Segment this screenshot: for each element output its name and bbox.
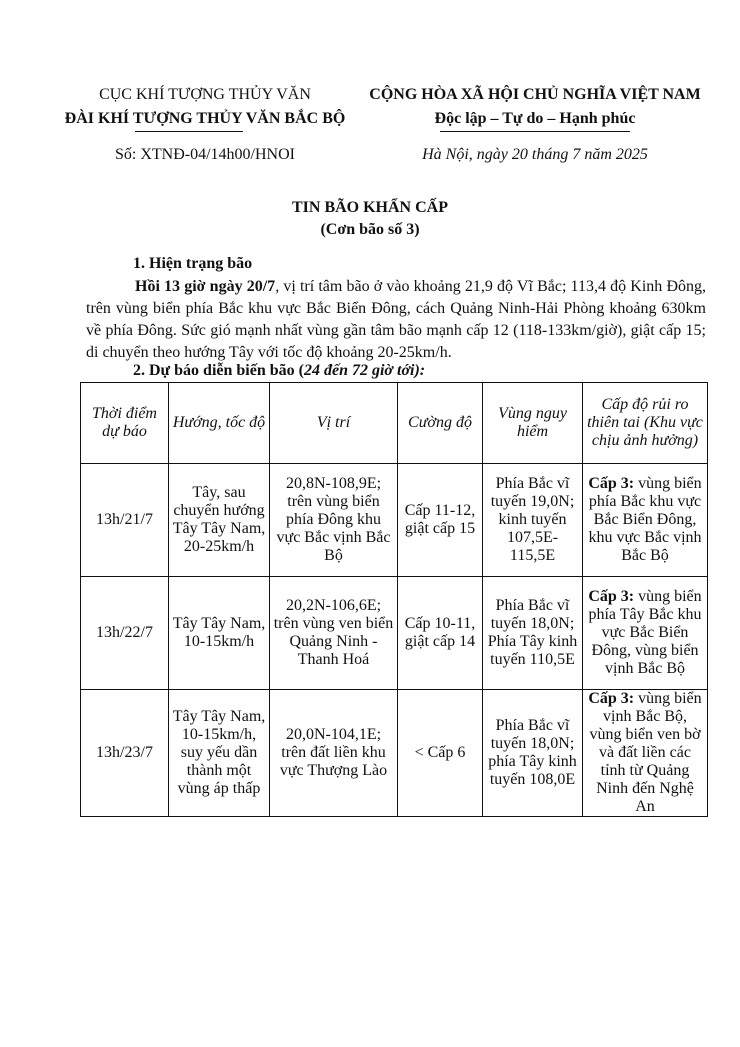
storm-name: (Cơn bão số 3): [320, 221, 420, 238]
current-status-paragraph: [86, 276, 706, 364]
agency-underline: [135, 131, 243, 132]
section-2-heading-range: 24 đến 72 giờ tới):: [303, 362, 426, 379]
risk-level: Cấp 3:: [588, 588, 635, 605]
document-number: Số: XTNĐ-04/14h00/HNOI: [115, 146, 295, 163]
table-header-row: [81, 383, 708, 464]
agency-parent: CỤC KHÍ TƯỢNG THỦY VĂN: [99, 86, 311, 103]
section-2-heading: [133, 362, 425, 380]
header-risk-level: Cấp độ rủi ro thiên tai (Khu vực chịu ảnh hưởng): [583, 383, 708, 464]
national-motto: Độc lập – Tự do – Hạnh phúc: [434, 110, 636, 127]
motto-underline: [440, 131, 630, 132]
forecast-table: [80, 382, 708, 817]
cell-time: 13h/23/7: [81, 690, 169, 817]
cell-danger-zone: Phía Bắc vĩ tuyến 19,0N; kinh tuyến 107,5E-115,5E: [483, 464, 583, 577]
nation-title: CỘNG HÒA XÃ HỘI CHỦ NGHĨA VIỆT NAM: [369, 86, 701, 103]
cell-risk: [583, 690, 708, 817]
table-row: [81, 690, 708, 817]
risk-area: vùng biển phía Bắc khu vực Bắc Biển Đông, khu vực Bắc vịnh Bắc Bộ: [588, 475, 702, 564]
cell-position: 20,2N-106,6E; trên vùng ven biển Quảng Ninh - Thanh Hoá: [270, 577, 398, 690]
header-direction: Hướng, tốc độ: [169, 383, 270, 464]
cell-direction: Tây, sau chuyển hướng Tây Tây Nam, 20-25km/h: [169, 464, 270, 577]
place-date: Hà Nội, ngày 20 tháng 7 năm 2025: [422, 146, 648, 163]
cell-risk: [583, 464, 708, 577]
cell-danger-zone: Phía Bắc vĩ tuyến 18,0N; Phía Tây kinh tuyến 110,5E: [483, 577, 583, 690]
cell-risk: [583, 577, 708, 690]
cell-intensity: < Cấp 6: [398, 690, 483, 817]
cell-position: 20,0N-104,1E; trên đất liền khu vực Thượng Lào: [270, 690, 398, 817]
risk-area: vùng biển vịnh Bắc Bộ, vùng biển ven bờ và đất liền các tỉnh từ Quảng Ninh đến Nghệ An: [589, 690, 702, 815]
risk-level: Cấp 3:: [588, 475, 635, 492]
cell-direction: Tây Tây Nam, 10-15km/h: [169, 577, 270, 690]
section-2-heading-text: 2. Dự báo diễn biến bão (: [133, 362, 304, 379]
risk-area: vùng biển phía Tây Bắc khu vực Bắc Biển Đông, vùng biển vịnh Bắc Bộ: [588, 588, 702, 677]
cell-direction: Tây Tây Nam, 10-15km/h, suy yếu dần thành một vùng áp thấp: [169, 690, 270, 817]
cell-intensity: Cấp 11-12, giật cấp 15: [398, 464, 483, 577]
cell-time: 13h/22/7: [81, 577, 169, 690]
section-1-heading: 1. Hiện trạng bão: [133, 255, 253, 272]
cell-intensity: Cấp 10-11, giật cấp 14: [398, 577, 483, 690]
header-intensity: Cường độ: [398, 383, 483, 464]
header-time: Thời điểm dự báo: [81, 383, 169, 464]
header-position: Vị trí: [270, 383, 398, 464]
table-row: [81, 577, 708, 690]
agency-name: ĐÀI KHÍ TƯỢNG THỦY VĂN BẮC BỘ: [64, 110, 346, 127]
bulletin-title: TIN BÃO KHẨN CẤP: [291, 199, 448, 216]
status-time: Hồi 13 giờ ngày 20/7: [135, 278, 276, 295]
cell-time: 13h/21/7: [81, 464, 169, 577]
risk-level: Cấp 3:: [588, 690, 635, 707]
header-danger-zone: Vùng nguy hiểm: [483, 383, 583, 464]
cell-position: 20,8N-108,9E; trên vùng biển phía Đông khu vực Bắc vịnh Bắc Bộ: [270, 464, 398, 577]
cell-danger-zone: Phía Bắc vĩ tuyến 18,0N; phía Tây kinh tuyến 108,0E: [483, 690, 583, 817]
table-row: [81, 464, 708, 577]
status-text: , vị trí tâm bão ở vào khoảng 21,9 độ Vĩ Bắc; 113,4 độ Kinh Đông, trên vùng biển phía Bắc khu vực Bắc Biển Đông, cách Quảng Ninh-Hải Phòng khoảng 630km về phía Đông. Sức gió mạnh nhất vùng gần tâm bão mạnh cấp 12 (118-133km/giờ), giật cấp 15; di chuyển theo hướng Tây với tốc độ khoảng 20-25km/h.: [86, 278, 706, 361]
